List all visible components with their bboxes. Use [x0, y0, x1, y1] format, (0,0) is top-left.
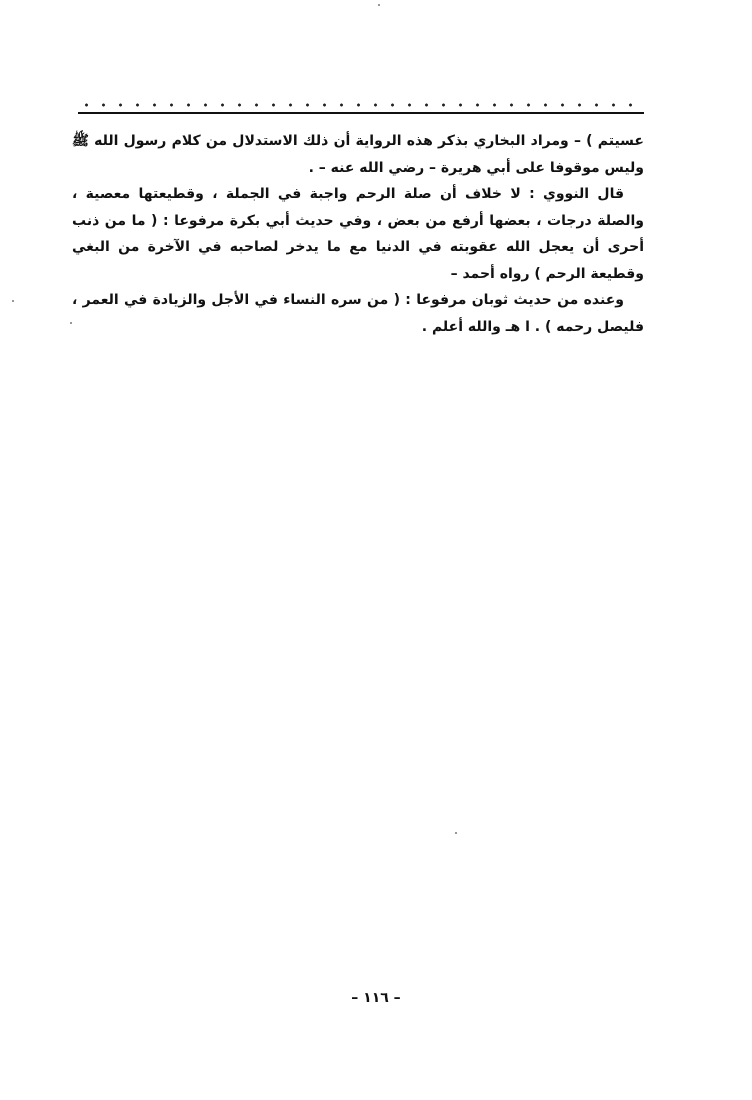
paragraph-2: قال النووي : لا خلاف أن صلة الرحم واجبة في الجملة ، وقطيعتها معصية ، والصلة درجات ، بعضها أرفع من بعض ، وفي حديث أبي بكرة مرفوعا : ( ما من ذنب أحرى أن يعجل الله عقوبته في الدنيا مع ما يدخر لصاحبه في الآخرة من البغي وقطيعة الرحم ) رواه أحمد – [72, 186, 644, 282]
header-rule [78, 102, 644, 116]
scan-speck [70, 322, 72, 324]
scan-speck [378, 4, 380, 6]
scan-speck [12, 300, 14, 302]
page-number: – ١١٦ – [351, 990, 401, 1006]
header-dotted-line [78, 102, 644, 108]
body-text [72, 128, 644, 340]
scan-speck [455, 832, 457, 834]
paragraph-1: عسيتم ) – ومراد البخاري بذكر هذه الرواية أن ذلك الاستدلال من كلام رسول الله ﷺ وليس موقوفا على أبي هريرة – رضي الله عنه – . [72, 133, 644, 176]
header-solid-line [78, 112, 644, 114]
paragraph-3: وعنده من حديث ثوبان مرفوعا : ( من سره النساء في الأجل والزيادة في العمر ، فليصل رحمه ) . ا هـ والله أعلم . [72, 292, 644, 335]
